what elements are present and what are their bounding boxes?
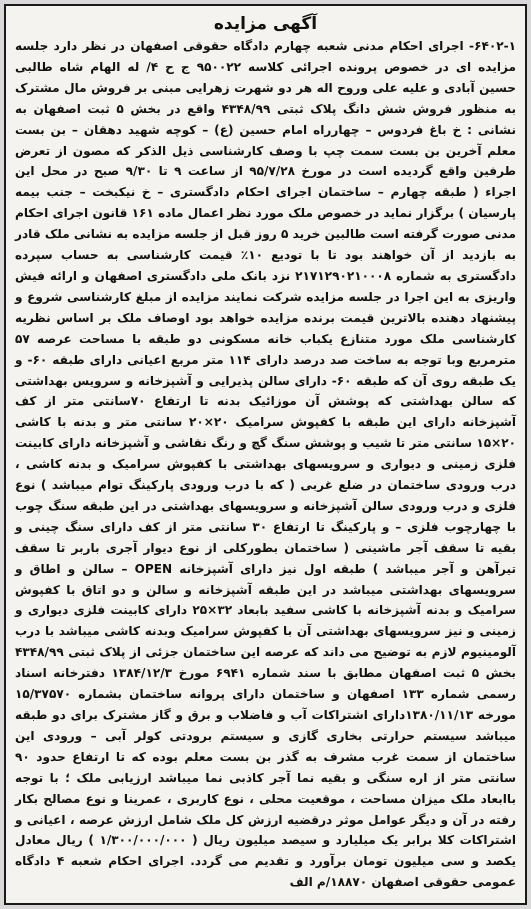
notice-clipping [4,4,527,905]
notice-title: آگهی مزایده [213,14,318,34]
notice-body: ۶۴۰۲-۱- اجرای احکام مدنی شعبه چهارم دادگاه حقوقی اصفهان در نظر دارد جلسه مزایده ای در خصوص پرونده اجرائی کلاسه ۹۵۰۰۲۲ ج ح ۴/ له الهام شاه طالبی حسین آبادی و علیه علی وروح اله هر دو شهرت زهرایی مبنی بر فروش مال مشترک به منظور فروش شش دانگ پلاک ثبتی ۴۳۴۸/۹۹ واقع در بخش ۵ ثبت اصفهان به نشانی : خ باغ فردوس – چهارراه امام حسین (ع) – کوچه شهید دهقان – بن بست معلم آخرین بن بست سمت چپ با وصف کارشناسی ذیل الذکر که مصون از تعرض طرفین واقع گردیده است در مورخ ۹۵/۷/۲۸ از ساعت ۹ تا ۹/۳۰ صبح در محل این اجراء ( طبقه چهارم – ساختمان اجرای احکام دادگستری – خ نیکبخت – جنب بیمه پارسیان ) برگزار نماید در خصوص ملک مورد نظر اعمال ماده ۱۶۱ قانون اجرای احکام مدنی صورت گرفته است طالبین خرید ۵ روز قبل از جلسه مزایده به نشانی ملک قادر به بازدید از آن خواهند بود تا با تودیع ۱۰٪ قیمت کارشناسی به حساب سپرده دادگستری به شماره ۲۱۷۱۲۹۰۲۱۰۰۰۸ نزد بانک ملی دادگستری اصفهان و ارائه فیش واریزی به این اجرا در جلسه مزایده شرکت نمایند مزایده از مبلغ کارشناسی شروع و پیشنهاد دهنده بالاترین قیمت برنده مزایده خواهد بود اوصاف ملک بر اساس نظریه کارشناسی ملک مورد متنازع یکباب خانه مسکونی دو طبقه با مساحت عرصه ۵۷ مترمربع وبا توجه به ساخت صد درصد دارای ۱۱۴ متر مربع اعیانی دارای طبقه ۶۰- و یک طبقه روی آن که طبقه ۶۰- دارای سالن پذیرایی و آشپزخانه و سرویس بهداشتی که سالن بهداشتی که پوشش آن موزائیک بدنه تا ارتفاع ۷۰سانتی متر از کف آشپزخانه دارای این طبقه با کفپوش سرامیک ۲۰×۲۰ سانتی متر و بدنه با کاشی ۲۰×۱۵ سانتی متر تا شیب و پوشش سنگ گچ و رنگ نقاشی و آشپزخانه دارای کابینت فلزی زمینی و دیواری و سرویسهای بهداشتی با کفپوش سرامیک و بدنه کاشی ، درب ورودی ساختمان در ضلع غربی ( که با درب ورودی پارکینگ توام میباشد ) نوع فلزی و درب ورودی سالن آشپزخانه و سرویسهای بهداشتی در این طبقه سنگ چوب با چهارچوب فلزی – و پارکینگ تا ارتفاع ۳۰ سانتی متر از کف دارای سنگ چینی و بقیه تا سقف آجر ماشینی ( ساختمان بطورکلی از نوع دیوار آجری باربر تا سقف تیرآهن و آجر میباشد ) طبقه اول نیز دارای آشپزخانه OPEN – سالن و اطاق و سرویسهای بهداشتی میباشد در این طبقه آشپزخانه و سالن و دو اتاق با کفپوش سرامیک و بدنه آشپزخانه با کاشی سفید بابعاد ۳۲×۲۵ دارای کابینت فلزی دیواری و زمینی و نیز سرویسهای بهداشتی آن با کفپوش سرامیک وبدنه کاشی میباشد با درب آلومینیوم لازم به توضیح می داند که عرصه این ساختمان جزئی از پلاک ثبتی ۴۳۴۸/۹۹ بخش ۵ ثبت اصفهان مطابق با سند شماره ۶۹۴۱ مورخ ۱۳۸۴/۱۲/۳ دفترخانه اسناد رسمی شماره ۱۳۳ اصفهان و ساختمان دارای پروانه ساختمان بشماره ۱۵/۳۷۵۷۰ مورخه ۱۳۸۰/۱۱/۱۳دارای اشتراکات آب و فاضلاب و برق و گاز مشترک برای دو طبقه میباشد سیستم حرارتی بخاری گازی و سیستم برودتی کولر آبی – ورودی این ساختمان از سمت غرب مشرف به گذر بن بست معلم بوده که تا ارتفاع حدود ۹۰ سانتی متر از اره سنگی و بقیه نما آجر کاذبی نما میباشد ارزیابی ملک ؛ با توجه باابعاد ملک میزان مساحت ، موقعیت محلی ، نوع کاربری ، عمرینا و نوع مصالح بکار رفته در آن و دیگر عوامل موثر درقضیه ارزش کل ملک شامل ارزش عرصه ، اعیانی و اشتراکات کلا برابر یک میلیارد و سیصد میلیون ریال ( ۱/۳۰۰/۰۰۰/۰۰۰ ) ریال معادل یکصد و سی میلیون تومان برآورد و تقدیم می گردد. اجرای احکام شعبه ۴ دادگاه عمومی حقوقی اصفهان ۱۸۸۷۰/م الف [15,39,517,890]
